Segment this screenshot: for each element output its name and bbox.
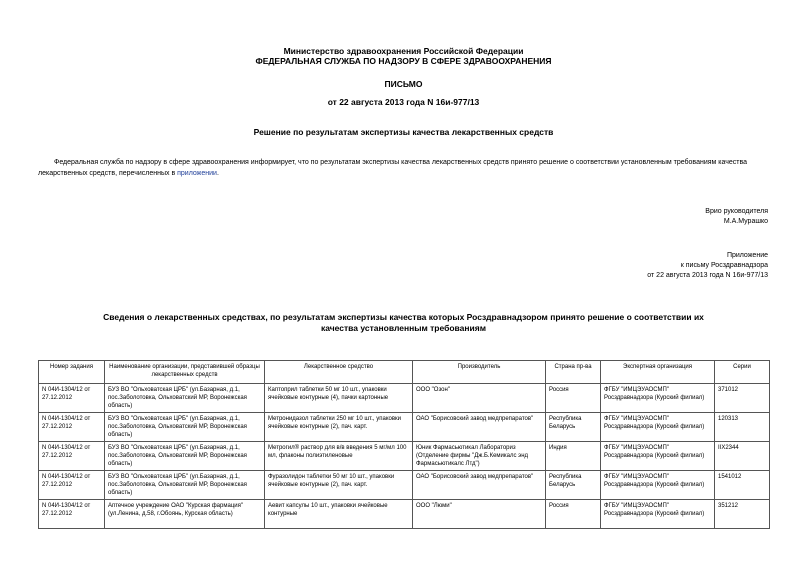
cell-task-number: N 04И-1304/12 от 27.12.2012 [39, 500, 105, 529]
appendix-link[interactable]: приложении [177, 170, 217, 177]
cell-manufacturer: ООО "Люми" [413, 500, 546, 529]
table-row [39, 442, 770, 471]
cell-medicine: Каптоприл таблетки 50 мг 10 шт., упаковки ячейковые контурные (4), пачки картонные [265, 384, 413, 413]
cell-expert-org: ФГБУ "ИМЦЭУАОСМП" Росздравнадзора (Курский филиал) [601, 471, 715, 500]
table-header-row [39, 361, 770, 384]
table-row [39, 384, 770, 413]
cell-series: 120313 [715, 413, 770, 442]
document-subject: Решение по результатам экспертизы качества лекарственных средств [253, 127, 554, 137]
cell-country: Республика Беларусь [546, 413, 601, 442]
header-expert-org: Экспертная организация [601, 361, 715, 384]
header-task-number: Номер задания [39, 361, 105, 384]
header-manufacturer: Производитель [413, 361, 546, 384]
cell-medicine: Метрогил® раствор для в/в введения 5 мг/мл 100 мл, флаконы полиэтиленовые [265, 442, 413, 471]
cell-series: 351212 [715, 500, 770, 529]
table-row [39, 471, 770, 500]
signature-position: Врио руководителя [705, 208, 768, 215]
cell-series: IIX2344 [715, 442, 770, 471]
header-medicine: Лекарственное средство [265, 361, 413, 384]
cell-country: Россия [546, 500, 601, 529]
appendix-date-ref: от 22 августа 2013 года N 16и-977/13 [647, 272, 768, 279]
header-organization: Наименование организации, представившей образцы лекарственных средств [105, 361, 265, 384]
cell-task-number: N 04И-1304/12 от 27.12.2012 [39, 384, 105, 413]
cell-task-number: N 04И-1304/12 от 27.12.2012 [39, 413, 105, 442]
cell-expert-org: ФГБУ "ИМЦЭУАОСМП" Росздравнадзора (Курский филиал) [601, 442, 715, 471]
cell-manufacturer: ООО "Озон" [413, 384, 546, 413]
cell-expert-org: ФГБУ "ИМЦЭУАОСМП" Росздравнадзора (Курский филиал) [601, 500, 715, 529]
ministry-title: Министерство здравоохранения Российской Федерации [283, 46, 524, 56]
cell-medicine: Аевит капсулы 10 шт., упаковки ячейковые контурные [265, 500, 413, 529]
cell-organization: БУЗ ВО "Ольховатская ЦРБ" (ул.Базарная, д.1, пос.Заболотовка, Ольховатский МР, Воронежская область) [105, 471, 265, 500]
section-title: Сведения о лекарственных средствах, по результатам экспертизы качества которых Росздравнадзором принято решение о соответствии их качества установленным требованиям [103, 312, 704, 333]
signature-name: М.А.Мурашко [723, 218, 768, 225]
header-series: Серии [715, 361, 770, 384]
cell-medicine: Фуразолидон таблетки 50 мг 10 шт., упаковки ячейковые контурные (2), пач. карт. [265, 471, 413, 500]
cell-expert-org: ФГБУ "ИМЦЭУАОСМП" Росздравнадзора (Курский филиал) [601, 413, 715, 442]
header-country: Страна пр-ва [546, 361, 601, 384]
cell-expert-org: ФГБУ "ИМЦЭУАОСМП" Росздравнадзора (Курский филиал) [601, 384, 715, 413]
intro-text: Федеральная служба по надзору в сфере здравоохранения информирует, что по результатам экспертизы качества лекарственных средств принято решение о соответствии установленным требованиям качества лекарственных средств, перечисленных в [38, 159, 748, 177]
cell-series: 1541012 [715, 471, 770, 500]
cell-organization: БУЗ ВО "Ольховатская ЦРБ" (ул.Базарная, д.1, пос.Заболотовка, Ольховатский МР, Воронежская область) [105, 384, 265, 413]
service-title: ФЕДЕРАЛЬНАЯ СЛУЖБА ПО НАДЗОРУ В СФЕРЕ ЗДРАВООХРАНЕНИЯ [255, 56, 552, 66]
cell-task-number: N 04И-1304/12 от 27.12.2012 [39, 442, 105, 471]
cell-manufacturer: Юник Фармасьютикал Лабораториз (Отделение фирмы "Дж.Б.Кемикалс энд Фармасьютикалс Лтд") [413, 442, 546, 471]
document-date-number: от 22 августа 2013 года N 16и-977/13 [327, 97, 480, 107]
cell-organization: Аптечное учреждение ОАО "Курская фармация" (ул.Ленина, д.58, г.Обоянь, Курская область) [105, 500, 265, 529]
cell-task-number: N 04И-1304/12 от 27.12.2012 [39, 471, 105, 500]
cell-organization: БУЗ ВО "Ольховатская ЦРБ" (ул.Базарная, д.1, пос.Заболотовка, Ольховатский МР, Воронежская область) [105, 413, 265, 442]
appendix-label: Приложение [726, 252, 768, 259]
cell-manufacturer: ОАО "Борисовский завод медпрепаратов" [413, 471, 546, 500]
cell-manufacturer: ОАО "Борисовский завод медпрепаратов" [413, 413, 546, 442]
table-row [39, 500, 770, 529]
cell-country: Республика Беларусь [546, 471, 601, 500]
intro-paragraph [38, 157, 768, 179]
cell-organization: БУЗ ВО "Ольховатская ЦРБ" (ул.Базарная, д.1, пос.Заболотовка, Ольховатский МР, Воронежская область) [105, 442, 265, 471]
cell-country: Индия [546, 442, 601, 471]
cell-country: Россия [546, 384, 601, 413]
medicines-table [38, 360, 770, 529]
table-row [39, 413, 770, 442]
document-type: ПИСЬМО [384, 79, 423, 89]
appendix-letter-ref: к письму Росздравнадзора [680, 262, 768, 269]
cell-series: 371012 [715, 384, 770, 413]
intro-tail: . [216, 170, 219, 177]
cell-medicine: Метронидазол таблетки 250 мг 10 шт., упаковки ячейковые контурные (2), пач. карт. [265, 413, 413, 442]
